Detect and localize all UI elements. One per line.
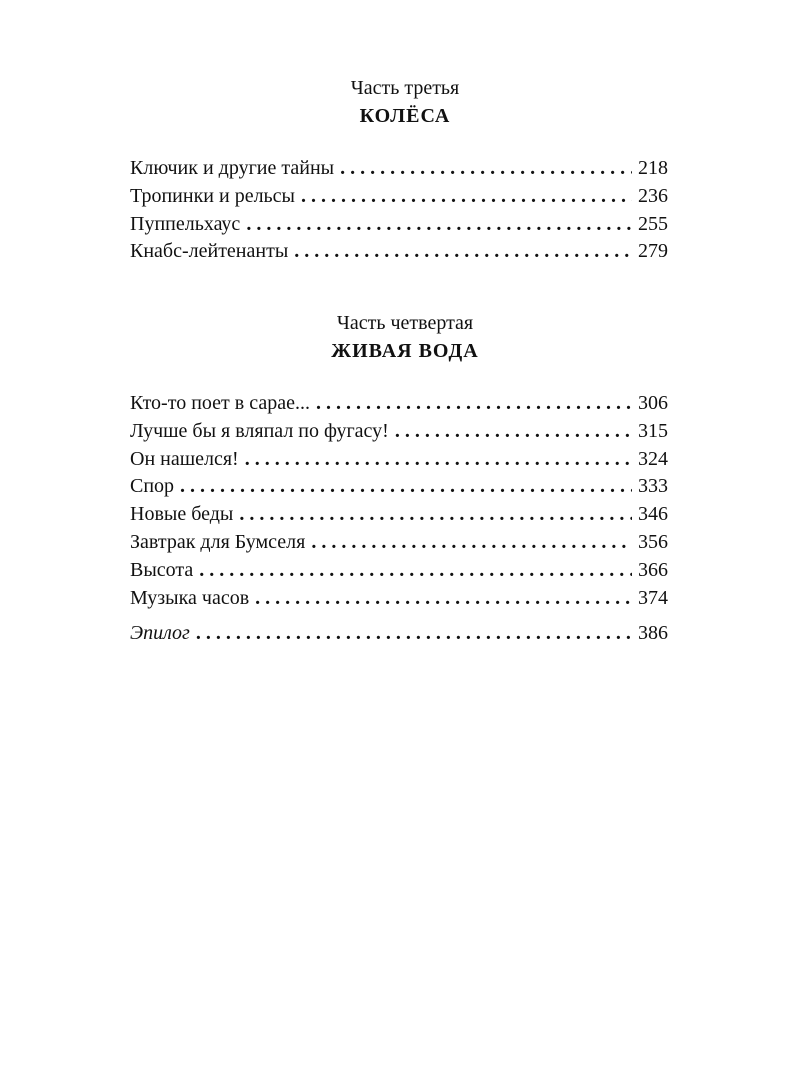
dot-leader [395, 418, 632, 446]
toc-entry-title: Кнабс-лейтенанты [130, 240, 289, 263]
epilogue-page: 386 [638, 622, 668, 644]
toc-entry [130, 211, 668, 239]
toc-entry [130, 501, 668, 529]
dot-leader [196, 620, 632, 648]
toc-entry-title: Завтрак для Бумселя [130, 530, 306, 553]
toc-entry-page: 218 [638, 157, 668, 179]
dot-leader [246, 211, 632, 239]
toc-entry-page: 346 [638, 503, 668, 526]
dot-leader [301, 183, 632, 211]
toc-entry-page: 324 [638, 447, 668, 470]
dot-leader [245, 446, 632, 474]
toc-entry-title: Спор [130, 475, 175, 498]
toc-entry [130, 473, 668, 501]
toc-entry-epilogue [130, 620, 668, 648]
toc-entry-title: Тропинки и рельсы [130, 184, 295, 207]
toc-entry-title: Ключик и другие тайны [130, 157, 335, 179]
dot-leader [255, 585, 632, 613]
dot-leader [294, 238, 632, 266]
toc-entry-page: 236 [638, 184, 668, 207]
part-three-title: КОЛЁСА [359, 105, 451, 127]
toc-entry [130, 585, 668, 613]
dot-leader [239, 501, 632, 529]
toc-entry-page: 374 [638, 586, 668, 609]
toc-entry [130, 238, 668, 266]
toc-entry-title: Пуппельхаус [130, 212, 241, 235]
part-four-title: ЖИВАЯ ВОДА [331, 340, 479, 362]
toc-entry-title: Лучше бы я вляпал по фугасу! [130, 419, 389, 442]
part-three-heading: Часть третья [350, 77, 460, 99]
dot-leader [311, 529, 632, 557]
toc-entry-page: 356 [638, 530, 668, 553]
toc-entry-page: 306 [638, 392, 668, 414]
dot-leader [316, 390, 632, 418]
dot-leader [199, 557, 632, 585]
part-three-contents [130, 155, 668, 266]
toc-entry-page: 279 [638, 240, 668, 263]
dot-leader [180, 473, 632, 501]
toc-entry [130, 557, 668, 585]
toc-entry [130, 418, 668, 446]
toc-entry-page: 366 [638, 558, 668, 581]
toc-entry [130, 390, 668, 418]
toc-entry-title: Новые беды [130, 503, 234, 526]
epilogue-title: Эпилог [130, 622, 190, 644]
part-four-contents [130, 390, 668, 612]
toc-entry-title: Он нашелся! [130, 447, 239, 470]
toc-entry-page: 255 [638, 212, 668, 235]
toc-entry [130, 446, 668, 474]
part-four-heading: Часть четвертая [336, 312, 474, 334]
toc-entry-title: Кто-то поет в сарае... [130, 392, 310, 414]
dot-leader [340, 155, 632, 183]
toc-entry-page: 315 [638, 419, 668, 442]
toc-entry [130, 529, 668, 557]
toc-entry [130, 155, 668, 183]
epilogue-contents [130, 620, 668, 648]
toc-entry-title: Музыка часов [130, 586, 250, 609]
toc-entry [130, 183, 668, 211]
toc-entry-title: Высота [130, 558, 194, 581]
toc-entry-page: 333 [638, 475, 668, 498]
